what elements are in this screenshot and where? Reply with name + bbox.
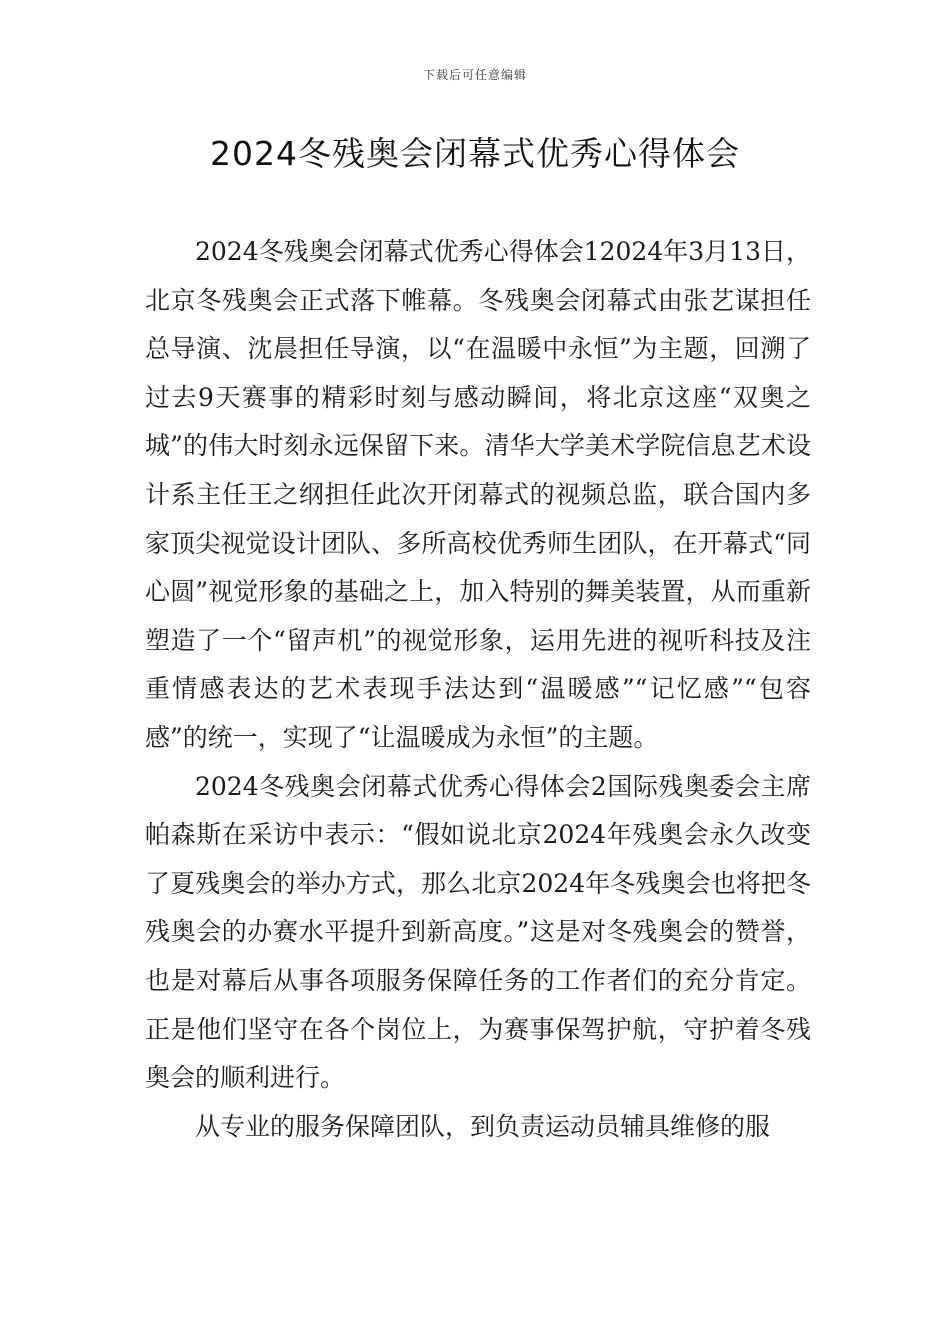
paragraph-3: 从专业的服务保障团队，到负责运动员辅具维修的服 <box>195 1111 771 1141</box>
paragraph-2: 2024冬残奥会闭幕式优秀心得体会2国际残奥委会主席帕森斯在采访中表示：“假如说北京2024年残奥会永久改变了夏残奥会的举办方式，那么北京2024年冬残奥会也将把冬残奥会的办赛水平提升到新高度。”这是对冬残奥会的赞誉，也是对幕后从事各项服务保障任务的工作者们的充分肯定。正是他们坚守在各个岗位上，为赛事保驾护航，守护着冬残奥会的顺利进行。 <box>145 771 811 1093</box>
paragraph-1: 2024冬残奥会闭幕式优秀心得体会12024年3月13日，北京冬残奥会正式落下帷幕。冬残奥会闭幕式由张艺谋担任总导演、沈晨担任导演，以“在温暖中永恒”为主题，回溯了过去9天赛事的精彩时刻与感动瞬间，将北京这座“双奥之城”的伟大时刻永远保留下来。清华大学美术学院信息艺术设计系主任王之纲担任此次开闭幕式的视频总监，联合国内多家顶尖视觉设计团队、多所高校优秀师生团队，在开幕式“同心圆”视觉形象的基础之上，加入特别的舞美装置，从而重新塑造了一个“留声机”的视觉形象，运用先进的视听科技及注重情感表达的艺术表现手法达到“温暖感”“记忆感”“包容感”的统一，实现了“让温暖成为永恒”的主题。 <box>145 237 811 752</box>
document-body <box>145 228 811 1151</box>
page-header-note: 下载后可任意编辑 <box>422 68 527 82</box>
document-title: 2024冬残奥会闭幕式优秀心得体会 <box>210 134 740 173</box>
